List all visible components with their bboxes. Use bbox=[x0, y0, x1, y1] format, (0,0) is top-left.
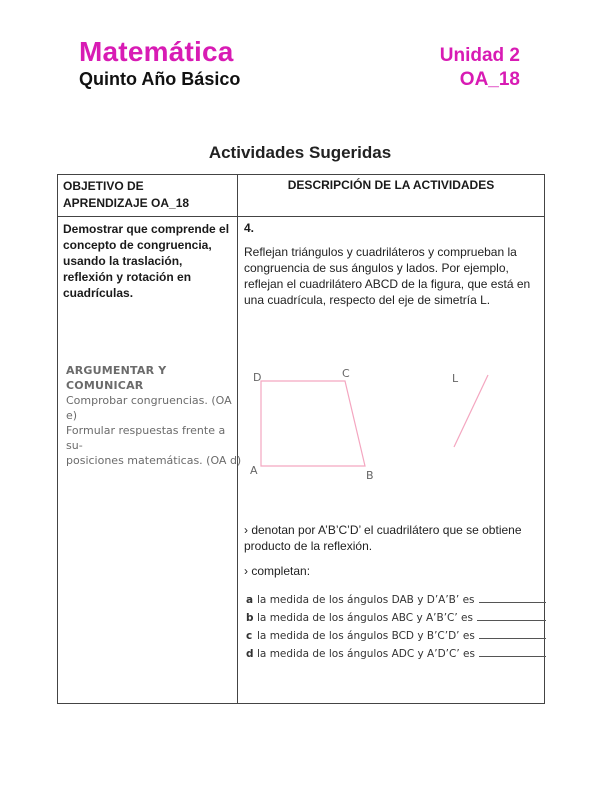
item-letter: d bbox=[246, 648, 254, 660]
description-header: DESCRIPCIÓN DE LA ACTIVIDADES bbox=[238, 175, 545, 217]
subject-title: Matemática bbox=[79, 36, 234, 67]
objective-line: Demostrar que comprende el bbox=[63, 222, 230, 236]
objective-line: concepto de congruencia, bbox=[63, 238, 212, 252]
vertex-label-a: A bbox=[250, 464, 258, 477]
completion-item-d bbox=[246, 642, 546, 660]
vertex-label-c: C bbox=[342, 367, 350, 380]
quadrilateral-abcd bbox=[261, 381, 365, 466]
skills-title: ARGUMENTAR Y COMUNICAR bbox=[66, 364, 167, 392]
objective-text bbox=[58, 217, 237, 301]
activity-text: Reflejan triángulos y cuadriláteros y comprueban la congruencia de sus ángulos y lados. Por ejemplo, reflejan el cuadrilátero ABCD de la figura, que está en una cuadrícula, respecto del eje de simetría L. bbox=[244, 245, 531, 307]
objective-header bbox=[58, 175, 238, 217]
item-letter: b bbox=[246, 612, 254, 624]
activity-table bbox=[57, 174, 545, 704]
objective-line: cuadrículas. bbox=[63, 286, 134, 300]
skills-line: Formular respuestas frente a su- bbox=[66, 424, 226, 452]
item-letter: a bbox=[246, 594, 254, 606]
item-text: la medida de los ángulos ABC y A’B’C’ es bbox=[257, 612, 473, 624]
answer-blank[interactable] bbox=[477, 619, 546, 621]
completion-list bbox=[246, 588, 546, 660]
objective-header-line1: OBJETIVO DE bbox=[63, 179, 144, 193]
table-body-row bbox=[58, 217, 545, 704]
item-text: la medida de los ángulos ADC y A’D’C’ es bbox=[257, 648, 475, 660]
symmetry-axis-l bbox=[454, 375, 488, 447]
axis-label-l: L bbox=[452, 372, 459, 385]
denote-text: › denotan por A’B’C’D’ el cuadrilátero que se obtiene producto de la reflexión. bbox=[244, 523, 522, 553]
item-text: la medida de los ángulos BCD y B’C’D’ es bbox=[257, 630, 475, 642]
unit-label: Unidad 2 bbox=[439, 45, 520, 66]
skills-line: posiciones matemáticas. (OA d) bbox=[66, 454, 242, 467]
skills-box bbox=[66, 363, 242, 468]
complete-label: › completan: bbox=[244, 564, 311, 578]
description-cell bbox=[238, 217, 545, 704]
table-header-row bbox=[58, 175, 545, 217]
answer-blank[interactable] bbox=[479, 601, 547, 603]
activity-number: 4. bbox=[244, 221, 255, 235]
objective-line: reflexión y rotación en bbox=[63, 270, 192, 284]
objective-line: usando la traslación, bbox=[63, 254, 183, 268]
objective-cell bbox=[58, 217, 242, 704]
item-letter: c bbox=[246, 630, 253, 642]
quadrilateral-figure bbox=[238, 357, 545, 492]
completion-item-c bbox=[246, 624, 546, 642]
completion-item-a bbox=[246, 588, 546, 606]
answer-blank[interactable] bbox=[479, 655, 546, 657]
skills-line: Comprobar congruencias. (OA e) bbox=[66, 394, 232, 422]
objective-header-line2: APRENDIZAJE OA_18 bbox=[63, 196, 190, 210]
section-title: Actividades Sugeridas bbox=[208, 143, 392, 162]
answer-blank[interactable] bbox=[479, 637, 546, 639]
oa-code: OA_18 bbox=[459, 69, 520, 90]
vertex-label-d: D bbox=[253, 371, 262, 384]
completion-item-b bbox=[246, 606, 546, 624]
vertex-label-b: B bbox=[366, 469, 374, 482]
item-text: la medida de los ángulos DAB y D’A’B’ es bbox=[257, 594, 475, 606]
grade-title: Quinto Año Básico bbox=[79, 69, 241, 89]
